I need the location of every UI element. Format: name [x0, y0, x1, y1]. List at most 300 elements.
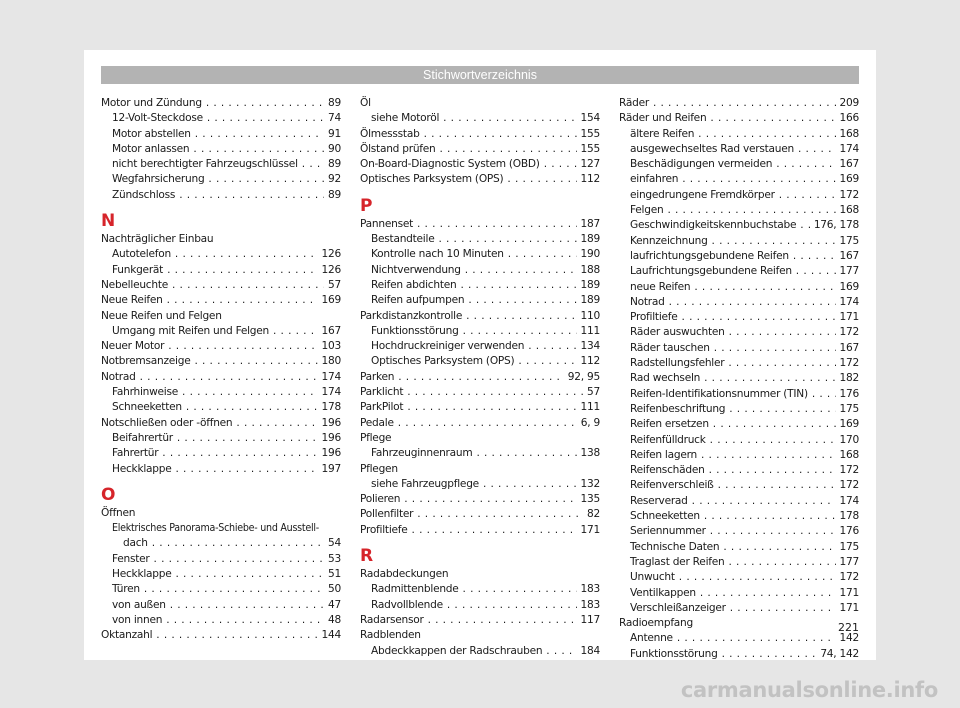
index-entry-page[interactable]: 134 — [580, 340, 600, 353]
dot-leader — [729, 402, 835, 417]
index-entry-page[interactable]: 183 — [580, 583, 600, 596]
index-entry[interactable] — [101, 172, 341, 187]
index-entry[interactable] — [619, 463, 859, 478]
dot-leader — [447, 598, 577, 613]
dot-leader — [667, 203, 835, 218]
dot-leader — [544, 157, 577, 172]
index-entry-text: Türen — [112, 583, 140, 596]
dot-leader — [507, 172, 576, 187]
index-entry-page[interactable]: 175 — [839, 234, 859, 247]
dot-leader — [729, 325, 836, 340]
index-entry[interactable] — [101, 462, 341, 477]
index-entry-page[interactable]: 144 — [321, 629, 341, 642]
index-entry-text: Reifenverschleiß — [630, 479, 714, 492]
dot-leader — [424, 127, 577, 142]
index-entry-page[interactable]: 168 — [839, 204, 859, 217]
index-entry-text: Räder und Reifen — [619, 112, 707, 125]
index-entry[interactable] — [360, 142, 600, 157]
index-entry[interactable] — [360, 263, 600, 278]
index-entry-page[interactable]: 172 — [839, 464, 859, 477]
index-column-2 — [360, 96, 600, 659]
index-entry-page[interactable]: 189 — [580, 294, 600, 307]
index-entry-page[interactable]: 92 — [328, 173, 341, 186]
index-entry-text: Notbremsanzeige — [101, 355, 191, 368]
index-entry[interactable] — [619, 142, 859, 157]
dot-leader — [428, 613, 577, 628]
index-entry-text: Kennzeichnung — [630, 234, 708, 247]
index-entry[interactable] — [101, 339, 341, 354]
index-entry-text: Reifen ersetzen — [630, 418, 709, 431]
index-entry[interactable] — [101, 263, 341, 278]
index-entry-page[interactable]: 176 — [839, 525, 859, 538]
index-entry-page[interactable]: 126 — [321, 248, 341, 261]
index-entry-page[interactable]: 74, 142 — [820, 647, 859, 660]
index-entry-page[interactable]: 171 — [839, 601, 859, 614]
index-entry[interactable] — [101, 370, 341, 385]
index-entry-page[interactable]: 177 — [839, 265, 859, 278]
index-entry-page[interactable]: 112 — [580, 173, 600, 186]
index-entry[interactable] — [360, 385, 600, 400]
dot-leader — [412, 523, 577, 538]
index-entry[interactable] — [360, 217, 600, 232]
index-entry-text: Antenne — [630, 632, 673, 645]
index-entry-page[interactable]: 111 — [580, 324, 600, 337]
index-heading — [360, 567, 600, 582]
index-entry-page[interactable]: 183 — [580, 598, 600, 611]
index-entry-page[interactable]: 57 — [587, 386, 600, 399]
index-entry-page[interactable]: 155 — [580, 127, 600, 140]
index-entry-text: Traglast der Reifen — [630, 555, 725, 568]
index-entry-text: einfahren — [630, 173, 679, 186]
index-entry[interactable] — [360, 582, 600, 597]
index-entry-text: Technische Daten — [630, 540, 720, 553]
index-entry-page[interactable]: 53 — [328, 552, 341, 565]
index-entry[interactable] — [101, 582, 341, 597]
index-entry[interactable] — [360, 644, 600, 659]
dot-leader — [694, 280, 835, 295]
index-entry-page[interactable]: 169 — [839, 418, 859, 431]
index-entry-page[interactable]: 135 — [580, 493, 600, 506]
index-subheading: Elektrisches Panorama-Schiebe- und Ausstell- — [112, 522, 319, 535]
index-entry[interactable] — [619, 249, 859, 264]
index-entry-page[interactable]: 110 — [580, 309, 600, 322]
dot-leader — [273, 324, 318, 339]
index-entry-text: Bestandteile — [371, 233, 435, 246]
index-entry-page[interactable]: 91 — [328, 127, 341, 140]
dot-leader — [440, 142, 577, 157]
index-entry-page[interactable]: 174 — [321, 386, 341, 399]
index-entry-page[interactable]: 111 — [580, 401, 600, 414]
index-entry-page[interactable]: 172 — [839, 571, 859, 584]
index-entry[interactable] — [619, 570, 859, 585]
index-entry[interactable] — [360, 232, 600, 247]
index-entry[interactable] — [101, 247, 341, 262]
index-entry[interactable] — [101, 598, 341, 613]
index-entry-text: Pollenfilter — [360, 508, 414, 521]
index-entry-page[interactable]: 171 — [580, 523, 600, 536]
index-entry-page[interactable]: 126 — [321, 263, 341, 276]
index-entry[interactable] — [619, 295, 859, 310]
index-entry-page[interactable]: 189 — [580, 278, 600, 291]
index-entry-page[interactable]: 172 — [839, 357, 859, 370]
index-entry[interactable] — [101, 400, 341, 415]
index-entry[interactable] — [360, 278, 600, 293]
index-entry-text: laufrichtungsgebundene Reifen — [630, 249, 789, 262]
dot-leader — [709, 463, 836, 478]
index-entry[interactable] — [101, 354, 341, 369]
index-heading-text: Öffnen — [101, 506, 136, 519]
index-entry-page[interactable]: 174 — [839, 494, 859, 507]
dot-leader — [186, 400, 318, 415]
index-entry[interactable] — [619, 341, 859, 356]
index-entry-page[interactable]: 166 — [839, 112, 859, 125]
index-entry[interactable] — [619, 448, 859, 463]
index-entry[interactable] — [619, 111, 859, 126]
index-entry-text: Polieren — [360, 493, 401, 506]
index-heading — [619, 616, 859, 631]
dot-leader — [710, 111, 835, 126]
index-entry[interactable] — [619, 540, 859, 555]
index-entry-page[interactable]: 89 — [328, 188, 341, 201]
dot-leader — [398, 416, 577, 431]
index-entry[interactable] — [101, 111, 341, 126]
index-entry[interactable] — [619, 647, 859, 662]
index-entry-page[interactable]: 196 — [321, 416, 341, 429]
index-entry[interactable] — [101, 188, 341, 203]
dot-leader — [812, 387, 836, 402]
dot-leader — [679, 570, 836, 585]
index-entry[interactable] — [101, 431, 341, 446]
index-entry[interactable] — [101, 567, 341, 582]
dot-leader — [206, 96, 324, 111]
index-entry[interactable] — [101, 157, 341, 172]
index-entry[interactable] — [360, 370, 600, 385]
index-entry-page[interactable]: 176, 178 — [813, 219, 859, 232]
index-entry-page[interactable]: 190 — [580, 248, 600, 261]
index-entry[interactable] — [360, 309, 600, 324]
index-entry-text: Reifenfülldruck — [630, 433, 706, 446]
index-entry[interactable] — [360, 157, 600, 172]
index-entry-text: Radmittenblende — [371, 583, 459, 596]
index-heading — [101, 506, 341, 521]
dot-leader — [476, 446, 576, 461]
index-entry[interactable] — [101, 552, 341, 567]
index-entry[interactable] — [619, 172, 859, 187]
index-heading-text: Pflegen — [360, 462, 398, 475]
index-entry[interactable] — [360, 400, 600, 415]
index-entry-text: Ölmessstab — [360, 127, 420, 140]
dot-leader — [195, 127, 324, 142]
index-entry-text: Neue Reifen — [101, 294, 163, 307]
index-entry-text: ParkPilot — [360, 401, 404, 414]
index-heading — [360, 431, 600, 446]
index-entry-text: Nebelleuchte — [101, 278, 169, 291]
index-entry-page[interactable]: 168 — [839, 127, 859, 140]
index-entry-page[interactable]: 57 — [328, 278, 341, 291]
index-entry[interactable] — [619, 127, 859, 142]
index-entry[interactable] — [101, 324, 341, 339]
index-entry-page[interactable]: 132 — [580, 477, 600, 490]
index-entry-page[interactable]: 196 — [321, 447, 341, 460]
index-entry[interactable] — [619, 417, 859, 432]
dot-leader — [677, 631, 836, 646]
index-entry-page[interactable]: 103 — [321, 340, 341, 353]
index-entry-text: Notrad — [630, 295, 665, 308]
index-entry-text: Schneeketten — [630, 510, 700, 523]
index-entry[interactable] — [101, 278, 341, 293]
index-section-letter: P — [360, 195, 373, 216]
index-entry[interactable] — [360, 354, 600, 369]
index-entry-text: Profiltiefe — [630, 311, 678, 324]
index-entry-page[interactable]: 51 — [328, 568, 341, 581]
index-entry[interactable] — [101, 96, 341, 111]
index-entry-text: Reifenschäden — [630, 464, 705, 477]
dot-leader — [546, 644, 576, 659]
index-entry-page[interactable]: 188 — [580, 263, 600, 276]
index-entry-page[interactable]: 175 — [839, 540, 859, 553]
index-entry-page[interactable]: 209 — [839, 97, 859, 109]
index-entry[interactable] — [619, 280, 859, 295]
index-entry-text: Oktanzahl — [101, 629, 153, 642]
index-entry-page[interactable]: 170 — [839, 433, 859, 446]
index-entry[interactable] — [101, 142, 341, 157]
index-entry-text: Verschleißanzeiger — [630, 601, 726, 614]
index-entry-page[interactable]: 167 — [839, 341, 859, 354]
index-entry-page[interactable]: 176 — [839, 387, 859, 400]
index-entry-page[interactable]: 172 — [839, 326, 859, 339]
index-entry[interactable] — [101, 613, 341, 628]
index-heading-text: Pflege — [360, 431, 392, 444]
index-entry[interactable] — [619, 494, 859, 509]
dot-leader — [168, 339, 317, 354]
index-entry[interactable] — [619, 601, 859, 616]
index-entry[interactable] — [619, 478, 859, 493]
index-entry[interactable] — [619, 509, 859, 524]
index-entry-page[interactable]: 74 — [328, 112, 341, 125]
dot-leader — [144, 582, 324, 597]
dot-leader — [710, 524, 836, 539]
index-entry[interactable] — [360, 613, 600, 628]
dot-leader — [468, 293, 576, 308]
index-entry-page[interactable]: 174 — [839, 142, 859, 155]
index-entry-page[interactable]: 48 — [328, 613, 341, 626]
index-section-letter: R — [360, 546, 374, 567]
dot-leader — [175, 247, 318, 262]
index-entry-page[interactable]: 89 — [328, 97, 341, 109]
index-entry[interactable] — [619, 555, 859, 570]
index-entry-text: von innen — [112, 613, 163, 626]
index-entry-page[interactable]: 196 — [321, 431, 341, 444]
index-entry-page[interactable]: 127 — [580, 158, 600, 171]
dot-leader — [175, 567, 324, 582]
index-entry[interactable] — [619, 356, 859, 371]
index-entry-text: Reifen aufpumpen — [371, 294, 465, 307]
index-entry[interactable] — [360, 172, 600, 187]
index-entry[interactable] — [360, 492, 600, 507]
dot-leader — [463, 582, 577, 597]
index-entry-page[interactable]: 172 — [839, 479, 859, 492]
index-entry[interactable] — [360, 293, 600, 308]
index-column-1 — [101, 96, 341, 644]
index-entry-page[interactable]: 184 — [580, 644, 600, 657]
index-entry[interactable] — [360, 127, 600, 142]
index-entry-page[interactable]: 155 — [580, 142, 600, 155]
dot-leader — [175, 462, 317, 477]
index-entry-text: Heckklappe — [112, 462, 172, 475]
index-heading — [101, 232, 341, 247]
index-entry-page[interactable]: 178 — [321, 401, 341, 414]
index-entry-page[interactable]: 89 — [328, 158, 341, 171]
dot-leader — [722, 647, 817, 662]
index-heading — [360, 628, 600, 643]
index-entry-page[interactable]: 187 — [580, 217, 600, 230]
index-entry[interactable] — [101, 127, 341, 142]
index-entry[interactable] — [619, 631, 859, 646]
index-entry[interactable] — [360, 111, 600, 126]
index-entry[interactable] — [360, 477, 600, 492]
index-entry[interactable] — [360, 507, 600, 522]
index-entry-text: Zündschloss — [112, 188, 176, 201]
index-entry-page[interactable]: 171 — [839, 586, 859, 599]
index-entry-page[interactable]: 180 — [321, 355, 341, 368]
index-entry-text: Räder — [619, 97, 649, 109]
index-heading — [360, 462, 600, 477]
index-entry[interactable] — [619, 586, 859, 601]
index-entry-page[interactable]: 142 — [839, 632, 859, 645]
index-entry-page[interactable]: 54 — [328, 537, 341, 550]
index-entry-page[interactable]: 171 — [839, 311, 859, 324]
index-entry-page[interactable]: 167 — [839, 158, 859, 171]
dot-leader — [182, 385, 317, 400]
index-entry[interactable] — [360, 598, 600, 613]
dot-leader — [483, 477, 577, 492]
index-entry-text: Laufrichtungsgebundene Reifen — [630, 265, 792, 278]
index-entry[interactable] — [101, 536, 341, 551]
dot-leader — [463, 324, 577, 339]
index-entry-page[interactable]: 182 — [839, 372, 859, 385]
index-entry-page[interactable]: 169 — [321, 294, 341, 307]
index-entry-text: Pedale — [360, 416, 394, 429]
index-entry-text: Profiltiefe — [360, 523, 408, 536]
dot-leader — [207, 111, 324, 126]
index-entry-page[interactable]: 117 — [580, 613, 600, 626]
dot-leader — [796, 264, 836, 279]
index-entry-text: Pannenset — [360, 217, 414, 230]
index-entry-text: Autotelefon — [112, 248, 171, 261]
dot-leader — [302, 157, 324, 172]
index-entry[interactable] — [619, 96, 859, 111]
index-entry-page[interactable]: 90 — [328, 142, 341, 155]
index-entry-page[interactable]: 112 — [580, 355, 600, 368]
dot-leader — [714, 341, 836, 356]
index-entry[interactable] — [360, 324, 600, 339]
index-entry-page[interactable]: 92, 95 — [567, 370, 600, 383]
index-entry-page[interactable]: 189 — [580, 233, 600, 246]
index-entry-text: Schneeketten — [112, 401, 182, 414]
index-entry-page[interactable]: 154 — [580, 112, 600, 125]
index-entry[interactable] — [619, 157, 859, 172]
index-entry-page[interactable]: 168 — [839, 448, 859, 461]
index-entry[interactable] — [619, 218, 859, 233]
index-entry[interactable] — [619, 234, 859, 249]
index-entry-page[interactable]: 167 — [839, 249, 859, 262]
index-entry[interactable] — [619, 188, 859, 203]
index-entry-page[interactable]: 177 — [839, 555, 859, 568]
index-entry-page[interactable]: 6, 9 — [580, 416, 600, 429]
dot-leader — [710, 433, 836, 448]
index-entry[interactable] — [619, 325, 859, 340]
index-entry-page[interactable]: 169 — [839, 280, 859, 293]
index-entry-text: Kontrolle nach 10 Minuten — [371, 248, 504, 261]
index-entry-page[interactable]: 50 — [328, 583, 341, 596]
index-entry[interactable] — [101, 416, 341, 431]
index-entry-page[interactable]: 175 — [839, 402, 859, 415]
dot-leader — [728, 555, 835, 570]
dot-leader — [713, 417, 836, 432]
index-entry-text: Reifen abdichten — [371, 278, 457, 291]
index-entry[interactable] — [619, 402, 859, 417]
index-entry-page[interactable]: 82 — [587, 508, 600, 521]
index-heading-text: Öl — [360, 97, 371, 109]
index-entry[interactable] — [101, 293, 341, 308]
dot-leader — [701, 448, 836, 463]
index-entry[interactable] — [360, 247, 600, 262]
index-entry-page[interactable]: 197 — [321, 462, 341, 475]
index-entry-page[interactable]: 174 — [321, 370, 341, 383]
dot-leader — [152, 536, 324, 551]
index-entry-page[interactable]: 167 — [321, 324, 341, 337]
index-entry-text: Funktionsstörung — [371, 324, 459, 337]
index-entry-text: Fahrertür — [112, 447, 159, 460]
dot-leader — [404, 492, 576, 507]
dot-leader — [779, 188, 836, 203]
dot-leader — [170, 598, 324, 613]
dot-leader — [528, 339, 576, 354]
index-entry-page[interactable]: 174 — [839, 295, 859, 308]
dot-leader — [398, 370, 564, 385]
index-entry[interactable] — [360, 523, 600, 538]
index-entry[interactable] — [619, 524, 859, 539]
index-entry-page[interactable]: 138 — [580, 447, 600, 460]
index-entry[interactable] — [619, 433, 859, 448]
index-entry[interactable] — [101, 628, 341, 643]
index-entry[interactable] — [619, 203, 859, 218]
index-entry-text: Reifen lagern — [630, 448, 697, 461]
index-entry-text: Ölstand prüfen — [360, 142, 436, 155]
index-entry-text: Beifahrertür — [112, 431, 173, 444]
index-entry-text: Wegfahrsicherung — [112, 173, 205, 186]
index-entry-text: Heckklappe — [112, 568, 172, 581]
index-entry-page[interactable]: 172 — [839, 188, 859, 201]
dot-leader — [800, 218, 810, 233]
index-entry[interactable] — [619, 387, 859, 402]
index-entry[interactable] — [101, 385, 341, 400]
index-entry[interactable] — [619, 371, 859, 386]
index-entry-page[interactable]: 47 — [328, 598, 341, 611]
index-column-3 — [619, 96, 859, 662]
index-entry-page[interactable]: 169 — [839, 173, 859, 186]
index-entry[interactable] — [619, 264, 859, 279]
index-heading — [360, 96, 600, 111]
index-entry[interactable] — [360, 416, 600, 431]
index-entry[interactable] — [360, 446, 600, 461]
index-entry[interactable] — [101, 446, 341, 461]
index-entry[interactable] — [619, 310, 859, 325]
index-entry-text: siehe Motoröl — [371, 112, 440, 125]
index-entry[interactable] — [360, 339, 600, 354]
index-entry-page[interactable]: 178 — [839, 510, 859, 523]
dot-leader — [443, 111, 576, 126]
